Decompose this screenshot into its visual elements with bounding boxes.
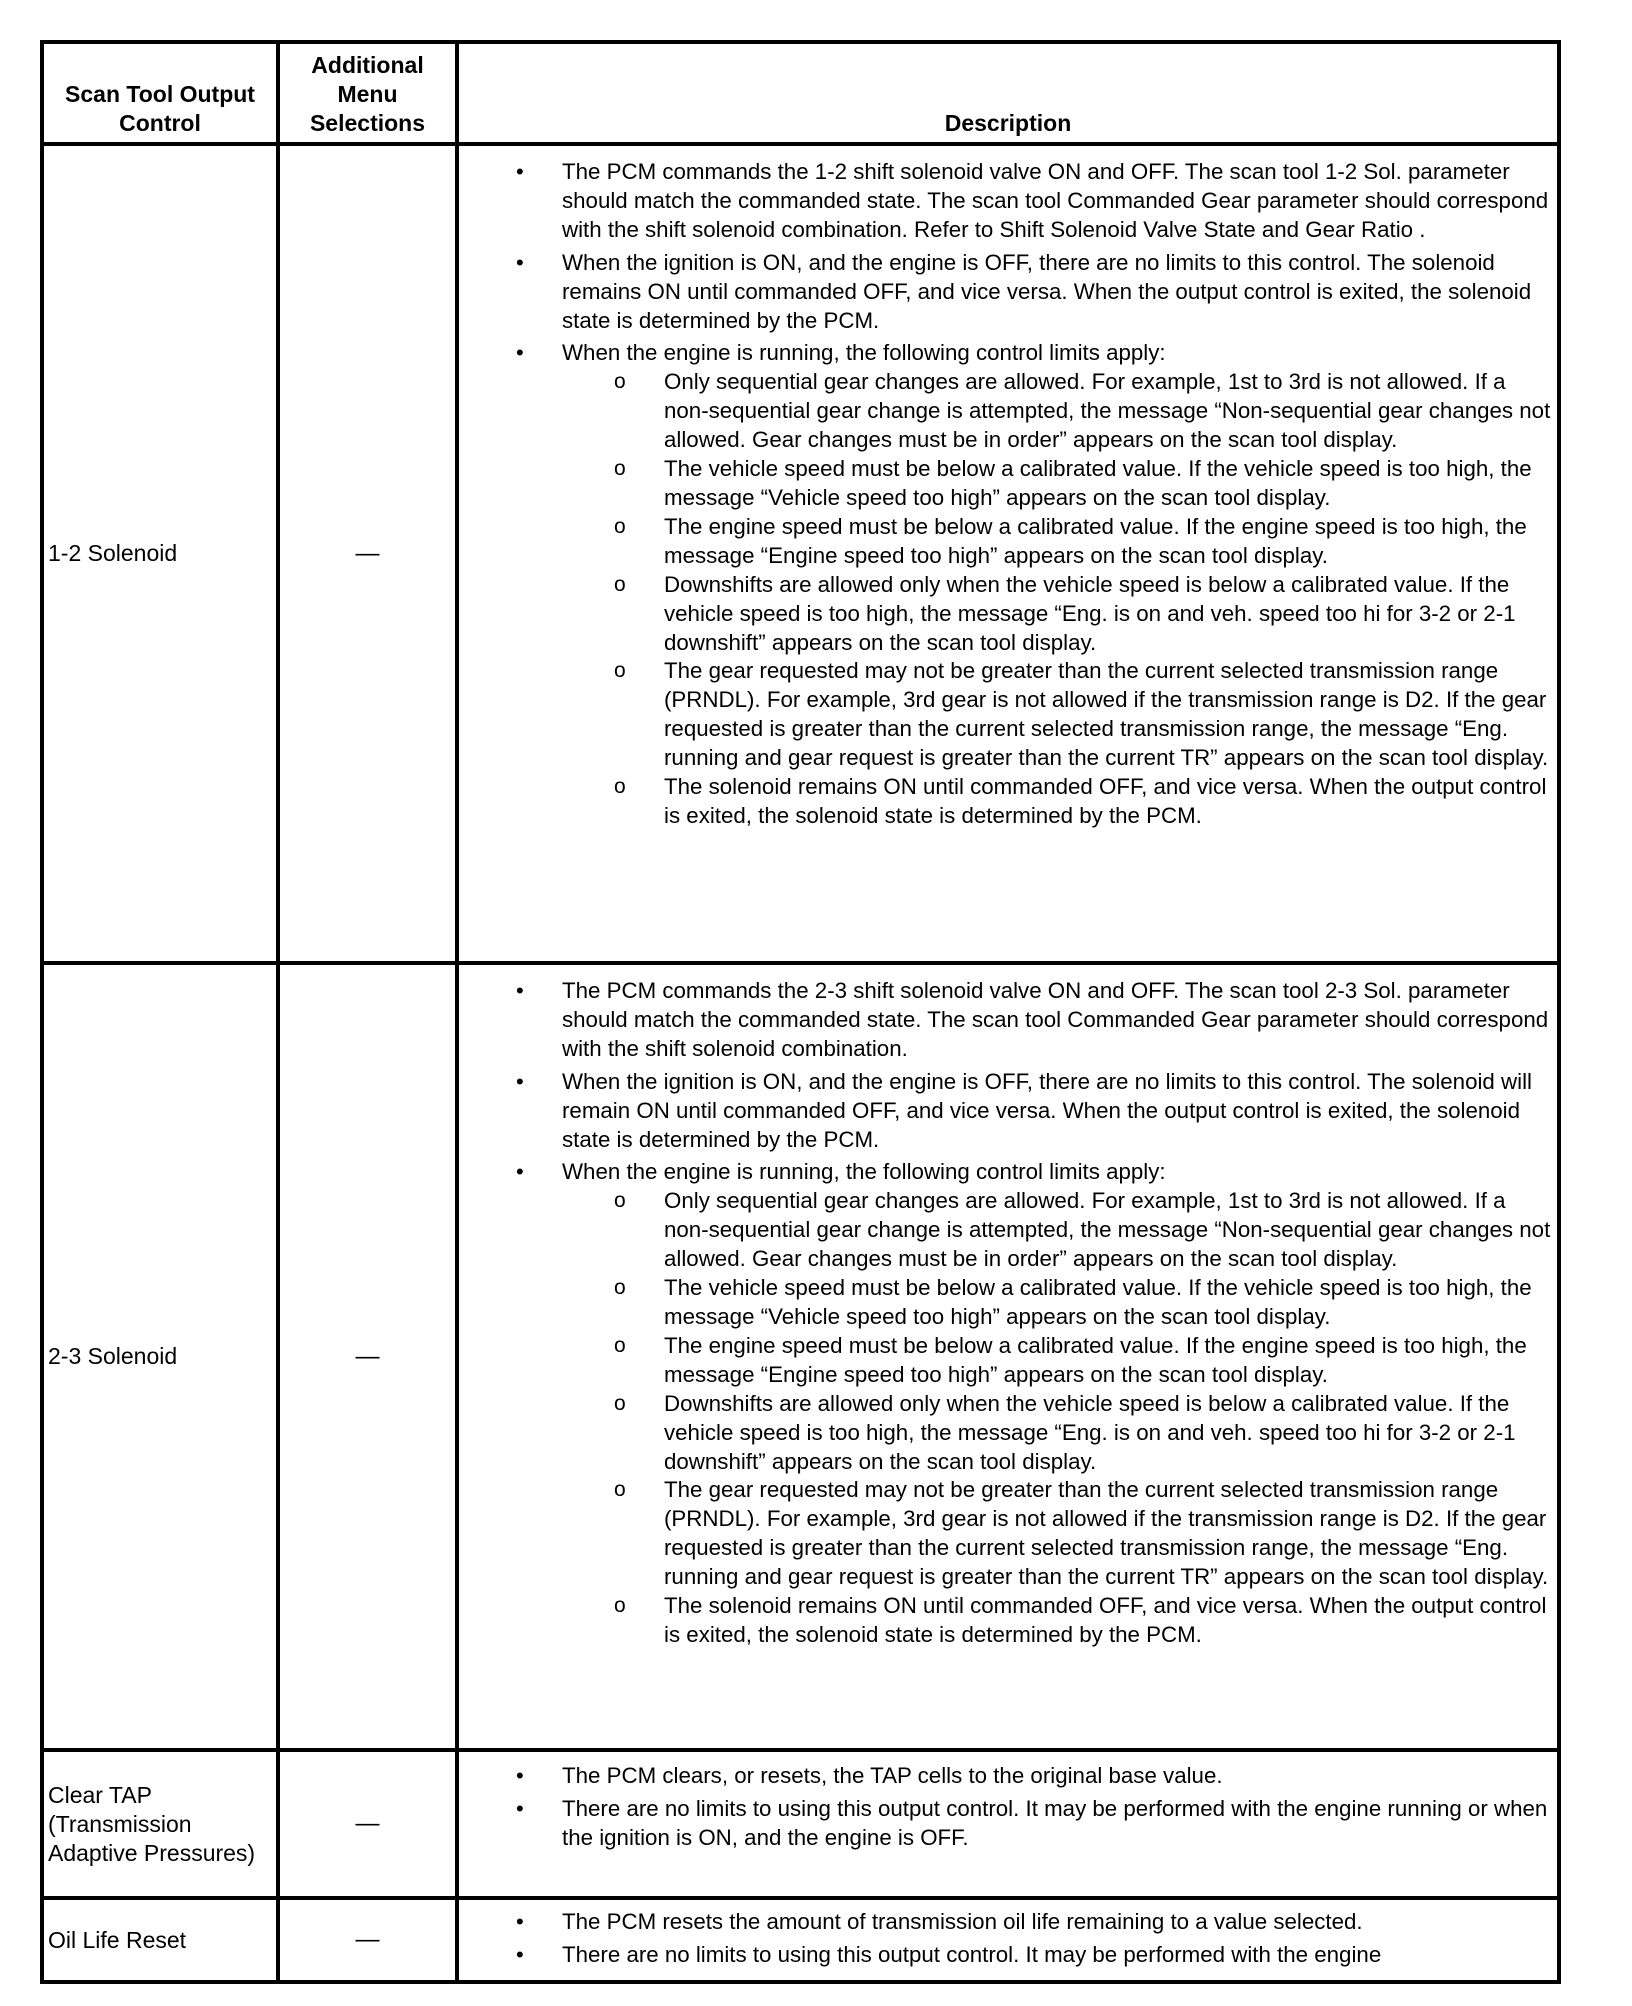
header-description: Description (457, 42, 1559, 144)
bullet-item: • The PCM commands the 2-3 shift solenoid valve ON and OFF. The scan tool 2-3 Sol. parameter should match the commanded state. The scan tool Commanded Gear parameter should correspond with the shift solenoid combination. (562, 977, 1551, 1064)
sub-item: o The vehicle speed must be below a calibrated value. If the vehicle speed is too high, the message “Vehicle speed too high” appears on the scan tool display. (664, 1274, 1551, 1332)
description-cell (457, 144, 1559, 963)
menu-selection: — (278, 1898, 457, 1982)
menu-selection: — (278, 144, 457, 963)
sub-item: o The solenoid remains ON until commanded OFF, and vice versa. When the output control is exited, the solenoid state is determined by the PCM. (664, 1592, 1551, 1650)
table-row (42, 1750, 1559, 1898)
sub-item: o Downshifts are allowed only when the vehicle speed is below a calibrated value. If the vehicle speed is too high, the message “Eng. is on and veh. speed too hi for 3-2 or 2-1 downshift” appears on the scan tool display. (664, 571, 1551, 658)
bullet-list (459, 158, 1551, 831)
header-scan-tool-output-control: Scan Tool Output Control (42, 42, 278, 144)
control-name: Oil Life Reset (42, 1898, 278, 1982)
sub-item: o The vehicle speed must be below a calibrated value. If the vehicle speed is too high, the message “Vehicle speed too high” appears on the scan tool display. (664, 455, 1551, 513)
control-name: 2-3 Solenoid (42, 963, 278, 1750)
sub-item: o The gear requested may not be greater than the current selected transmission range (PRNDL). For example, 3rd gear is not allowed if the transmission range is D2. If the gear requested is greater than the current selected transmission range, the message “Eng. running and gear request is greater than the current TR” appears on the scan tool display. (664, 1476, 1551, 1592)
bullet-list (459, 1908, 1551, 1970)
bullet-item (562, 339, 1551, 830)
sub-item: o The engine speed must be below a calibrated value. If the engine speed is too high, the message “Engine speed too high” appears on the scan tool display. (664, 1332, 1551, 1390)
sub-item: o The engine speed must be below a calibrated value. If the engine speed is too high, the message “Engine speed too high” appears on the scan tool display. (664, 513, 1551, 571)
sub-item: o Only sequential gear changes are allowed. For example, 1st to 3rd is not allowed. If a non-sequential gear change is attempted, the message “Non-sequential gear changes not allowed. Gear changes must be in order” appears on the scan tool display. (664, 368, 1551, 455)
bullet-item: • The PCM commands the 1-2 shift solenoid valve ON and OFF. The scan tool 1-2 Sol. parameter should match the commanded state. The scan tool Commanded Gear parameter should correspond with the shift solenoid combination. Refer to Shift Solenoid Valve State and Gear Ratio . (562, 158, 1551, 245)
table-row (42, 144, 1559, 963)
bullet-item: • The PCM clears, or resets, the TAP cells to the original base value. (562, 1762, 1551, 1791)
menu-selection: — (278, 963, 457, 1750)
header-additional-menu-selections: Additional Menu Selections (278, 42, 457, 144)
sub-list (562, 368, 1551, 831)
sub-item: o The solenoid remains ON until commanded OFF, and vice versa. When the output control is exited, the solenoid state is determined by the PCM. (664, 773, 1551, 831)
description-cell (457, 1750, 1559, 1898)
sub-item: o Only sequential gear changes are allowed. For example, 1st to 3rd is not allowed. If a non-sequential gear change is attempted, the message “Non-sequential gear changes not allowed. Gear changes must be in order” appears on the scan tool display. (664, 1187, 1551, 1274)
header-row (42, 42, 1559, 144)
table-row (42, 1898, 1559, 1982)
description-cell (457, 963, 1559, 1750)
bullet-list (459, 1762, 1551, 1853)
bullet-item: • The PCM resets the amount of transmission oil life remaining to a value selected. (562, 1908, 1551, 1937)
bullet-text: When the engine is running, the following control limits apply: (562, 340, 1166, 366)
bullet-item: • When the ignition is ON, and the engine is OFF, there are no limits to this control. The solenoid will remain ON until commanded OFF, and vice versa. When the output control is exited, the solenoid state is determined by the PCM. (562, 1068, 1551, 1155)
sub-list (562, 1187, 1551, 1650)
bullet-item: • When the ignition is ON, and the engine is OFF, there are no limits to this control. The solenoid remains ON until commanded OFF, and vice versa. When the output control is exited, the solenoid state is determined by the PCM. (562, 249, 1551, 336)
output-control-table (40, 40, 1561, 1984)
table-row (42, 963, 1559, 1750)
sub-item: o Downshifts are allowed only when the vehicle speed is below a calibrated value. If the vehicle speed is too high, the message “Eng. is on and veh. speed too hi for 3-2 or 2-1 downshift” appears on the scan tool display. (664, 1390, 1551, 1477)
bullet-text: When the engine is running, the following control limits apply: (562, 1159, 1166, 1185)
sub-item: o The gear requested may not be greater than the current selected transmission range (PRNDL). For example, 3rd gear is not allowed if the transmission range is D2. If the gear requested is greater than the current selected transmission range, the message “Eng. running and gear request is greater than the current TR” appears on the scan tool display. (664, 657, 1551, 773)
control-name: Clear TAP (Transmission Adaptive Pressures) (42, 1750, 278, 1898)
bullet-item (562, 1158, 1551, 1649)
control-name: 1-2 Solenoid (42, 144, 278, 963)
bullet-item: • There are no limits to using this output control. It may be performed with the engine running or when the ignition is ON, and the engine is OFF. (562, 1795, 1551, 1853)
bullet-list (459, 977, 1551, 1650)
menu-selection: — (278, 1750, 457, 1898)
bullet-item: • There are no limits to using this output control. It may be performed with the engine (562, 1941, 1551, 1970)
description-cell (457, 1898, 1559, 1982)
